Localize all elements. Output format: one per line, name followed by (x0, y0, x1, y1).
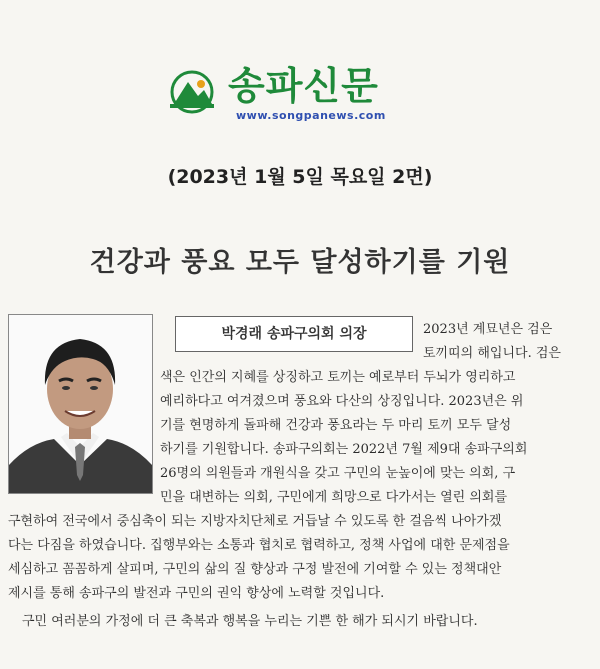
body-line: 26명의 의원들과 개원식을 갖고 구민의 눈높이에 맞는 의회, 구 (160, 466, 516, 481)
body-line: 기를 현명하게 돌파해 건강과 풍요라는 두 마리 토끼 모두 달성 (160, 418, 512, 433)
body-line: 2023년 계묘년은 검은 (423, 322, 553, 337)
masthead (168, 64, 418, 126)
body-line: 예리하다고 여겨졌으며 풍요와 다산의 상징입니다. 2023년은 위 (160, 394, 524, 409)
body-line: 다는 다짐을 하였습니다. 집행부와는 소통과 협치로 협력하고, 정책 사업에 대한 문제점을 (8, 538, 510, 553)
author-byline: 박경래 송파구의회 의장 (175, 316, 413, 352)
body-line: 세심하고 꼼꼼하게 살피며, 구민의 삶의 질 향상과 구정 발전에 기여할 수 있는 정책대안 (8, 562, 502, 577)
body-line: 색은 인간의 지혜를 상징하고 토끼는 예로부터 두뇌가 영리하고 (160, 370, 516, 385)
body-line: 구민 여러분의 가정에 더 큰 축복과 행복을 누리는 기쁜 한 해가 되시기 바랍니다. (22, 614, 478, 629)
body-line: 토끼띠의 해입니다. 검은 (423, 346, 561, 361)
newspaper-url: www.songpanews.com (236, 109, 386, 122)
body-line: 민을 대변하는 의회, 구민에게 희망으로 다가서는 열린 의회를 (160, 490, 508, 505)
body-line: 제시를 통해 송파구의 발전과 구민의 권익 향상에 노력할 것입니다. (8, 586, 385, 601)
portrait-photo (8, 314, 153, 494)
body-line: 구현하여 전국에서 중심축이 되는 지방자치단체로 거듭날 수 있도록 한 걸음씩 나아가겠 (8, 514, 502, 529)
portrait-illustration (9, 315, 152, 493)
newspaper-brand: 송파신문 (228, 64, 379, 108)
songpa-logo-icon (168, 70, 216, 114)
article-headline: 건강과 풍요 모두 달성하기를 기원 (89, 247, 511, 278)
dateline: (2023년 1월 5일 목요일 2면) (167, 166, 433, 188)
body-line: 하기를 기원합니다. 송파구의회는 2022년 7월 제9대 송파구의회 (160, 442, 528, 457)
